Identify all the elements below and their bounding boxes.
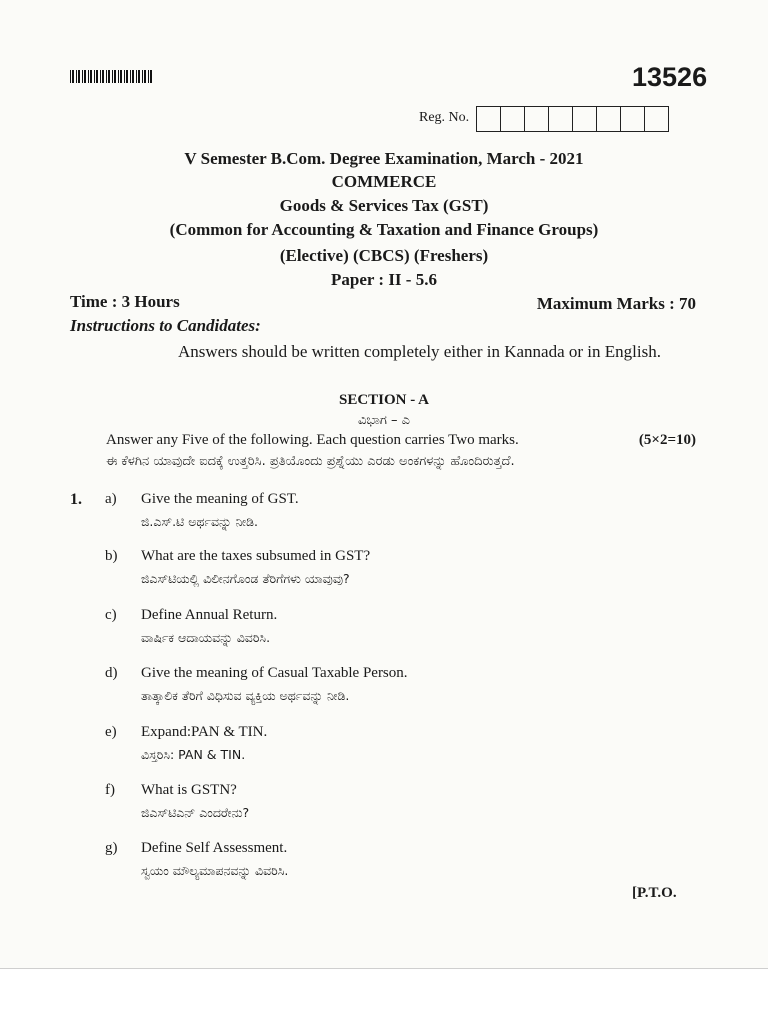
question-text-kannada: ಸ್ವಯಂ ಮೌಲ್ಯಮಾಪನವನ್ನು ವಿವರಿಸಿ. (141, 863, 289, 878)
exam-title: V Semester B.Com. Degree Examination, March - 2021 (184, 149, 584, 168)
type-line: (Elective) (CBCS) (Freshers) (279, 246, 489, 265)
question-letter: c) (105, 607, 117, 623)
question-letter: f) (105, 782, 115, 798)
question-text: Define Self Assessment. (141, 840, 288, 856)
max-marks-label: Maximum Marks : 70 (536, 294, 696, 313)
instructions-text: Answers should be written completely either in Kannada or in English. (178, 342, 661, 361)
barcode (70, 70, 152, 83)
section-title: SECTION - A (338, 392, 430, 408)
question-text: Give the meaning of GST. (141, 491, 299, 507)
section-score: (5×2=10) (638, 432, 696, 448)
pto-label: [P.T.O. (632, 885, 677, 901)
question-text-kannada: ವಿಸ್ತರಿಸಿ: PAN & TIN. (141, 747, 246, 762)
question-text-kannada: ಜಿ.ಎಸ್.ಟಿ ಅರ್ಥವನ್ನು ನೀಡಿ. (141, 514, 258, 529)
paper-number: Paper : II - 5.6 (331, 270, 437, 289)
reg-no-label: Reg. No. (419, 110, 470, 125)
paper-code: 13526 (632, 62, 708, 92)
question-text: Give the meaning of Casual Taxable Person. (141, 665, 408, 681)
subject-title: COMMERCE (331, 172, 437, 191)
section-title-kannada: ವಿಭಾಗ – ಎ (358, 413, 410, 428)
question-text-kannada: ಜಿಎಸ್‌ಟಿಯಲ್ಲಿ ವಿಲೀನಗೊಂಡ ತೆರಿಗೆಗಳು ಯಾವುವು? (141, 571, 350, 586)
question-text: Expand:PAN & TIN. (141, 724, 268, 740)
question-text-kannada: ತಾತ್ಕಾಲಿಕ ತೆರಿಗೆ ವಿಧಿಸುವ ವ್ಯಕ್ತಿಯ ಅರ್ಥವನ್ನು ನೀಡಿ. (141, 688, 350, 703)
paper-name: Goods & Services Tax (GST) (279, 196, 489, 215)
question-text: What is GSTN? (141, 782, 237, 798)
question-letter: b) (105, 548, 118, 564)
question-text: What are the taxes subsumed in GST? (141, 548, 371, 564)
question-text-kannada: ಜಿಎಸ್‌ಟಿಎನ್ ಎಂದರೇನು? (141, 805, 250, 820)
reg-no-boxes (476, 106, 669, 132)
scan-background (0, 968, 768, 1025)
time-label: Time : 3 Hours (70, 292, 180, 311)
question-letter: a) (105, 491, 117, 507)
question-letter: d) (105, 665, 118, 681)
question-text-kannada: ವಾರ್ಷಿಕ ಆದಾಯವನ್ನು ವಿವರಿಸಿ. (141, 630, 271, 645)
question-letter: g) (105, 840, 118, 856)
question-text: Define Annual Return. (141, 607, 278, 623)
instructions-title: Instructions to Candidates: (70, 316, 261, 335)
section-instruction: Answer any Five of the following. Each question carries Two marks. (106, 432, 519, 448)
section-instruction-kannada: ಈ ಕೆಳಗಿನ ಯಾವುದೇ ಐದಕ್ಕೆ ಉತ್ತರಿಸಿ. ಪ್ರತಿಯೊಂದು ಪ್ರಶ್ನೆಯು ಎರಡು ಅಂಕಗಳನ್ನು ಹೊಂದಿರುತ್ತದೆ. (106, 454, 515, 469)
groups-line: (Common for Accounting & Taxation and Finance Groups) (169, 220, 599, 239)
question-letter: e) (105, 724, 117, 740)
question-number: 1. (70, 491, 82, 508)
